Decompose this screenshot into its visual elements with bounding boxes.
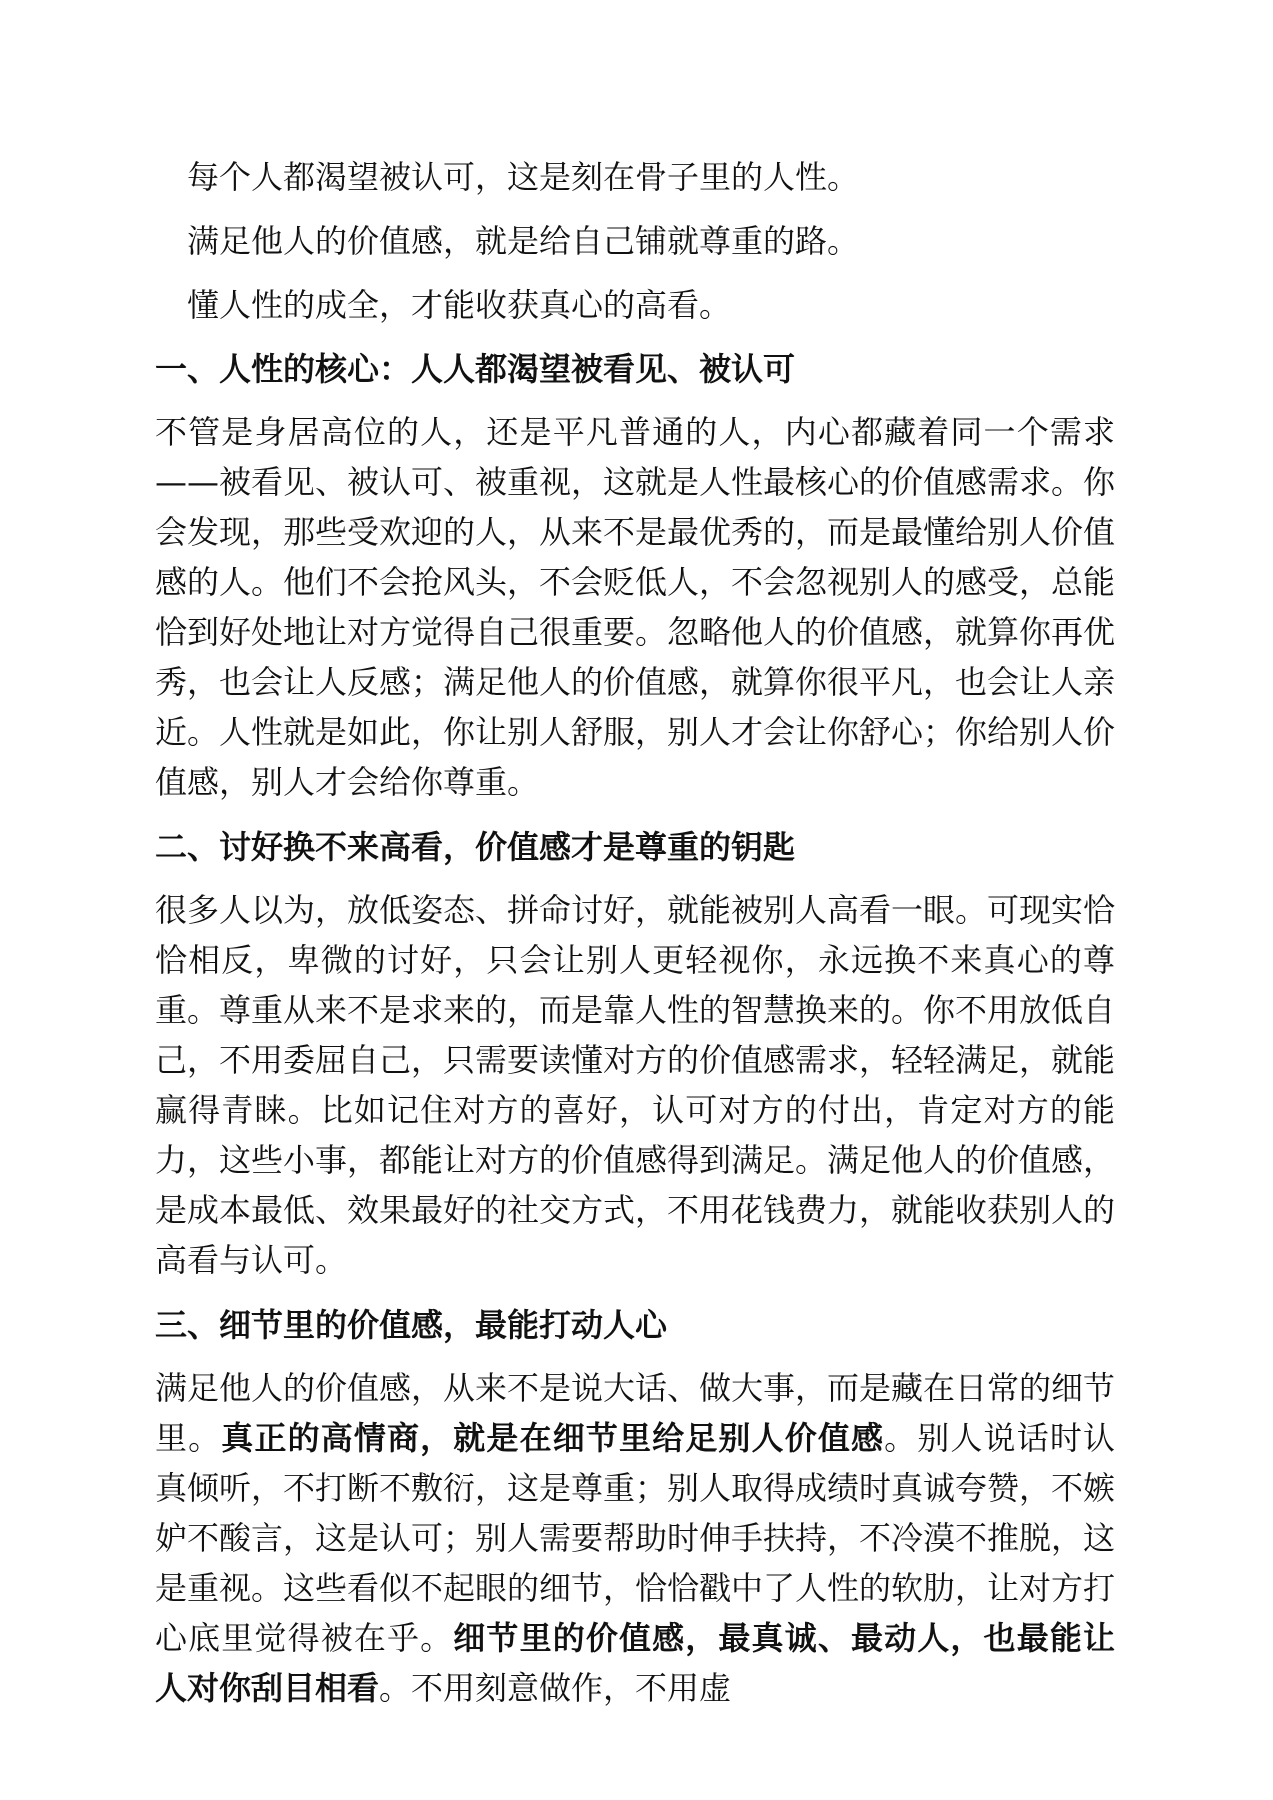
section-3-text-c: 。别人说话时认真倾听，不打断不敷衍，这是尊重；别人取得成绩时真诚夸赞，不嫉妒不酸言，这是认可；别人需要帮助时伸手扶持，不冷漠不推脱，这是重视。这些看似不起眼的细节，恰恰戳中了人性的软肋，让对方打心底里觉得被在乎。 (155, 1419, 1116, 1657)
intro-line-2: 满足他人的价值感，就是给自己铺就尊重的路。 (187, 222, 860, 260)
section-1-paragraph: 不管是身居高位的人，还是平凡普通的人，内心都藏着同一个需求——被看见、被认可、被重视，这就是人性最核心的价值感需求。你会发现，那些受欢迎的人，从来不是最优秀的，而是最懂给别人价值感的人。他们不会抢风头，不会贬低人，不会忽视别人的感受，总能恰到好处地让对方觉得自己很重要。忽略他人的价值感，就算你再优秀，也会让人反感；满足他人的价值感，就算你很平凡，也会让人亲近。人性就是如此，你让别人舒服，别人才会让你舒心；你给别人价值感，别人才会给你尊重。 (155, 413, 1116, 801)
section-3-emphasis-1: 真正的高情商，就是在细节里给足别人价值感 (221, 1419, 885, 1457)
section-3-heading: 三、细节里的价值感，最能打动人心 (155, 1306, 668, 1344)
section-3-text-e: 。不用刻意做作，不用虚 (379, 1669, 732, 1707)
section-3-paragraph (155, 1363, 1115, 1713)
section-3-text-a: 满足他人的价值感，从来不是说大话、做大事，而是藏在日常的细节里。 (155, 1369, 1116, 1457)
intro-line-3: 懂人性的成全，才能收获真心的高看。 (187, 286, 732, 324)
section-2-heading: 二、讨好换不来高看，价值感才是尊重的钥匙 (155, 828, 796, 866)
intro-line-1: 每个人都渴望被认可，这是刻在骨子里的人性。 (187, 158, 860, 196)
section-2-paragraph: 很多人以为，放低姿态、拼命讨好，就能被别人高看一眼。可现实恰恰相反，卑微的讨好，只会让别人更轻视你，永远换不来真心的尊重。尊重从来不是求来的，而是靠人性的智慧换来的。你不用放低自己，不用委屈自己，只需要读懂对方的价值感需求，轻轻满足，就能赢得青睐。比如记住对方的喜好，认可对方的付出，肯定对方的能力，这些小事，都能让对方的价值感得到满足。满足他人的价值感，是成本最低、效果最好的社交方式，不用花钱费力，就能收获别人的高看与认可。 (155, 891, 1116, 1279)
section-3-emphasis-2: 细节里的价值感，最真诚、最动人，也最能让人对你刮目相看 (155, 1619, 1115, 1707)
document-page (155, 145, 1115, 1721)
section-1-heading: 一、人性的核心：人人都渴望被看见、被认可 (155, 350, 796, 388)
